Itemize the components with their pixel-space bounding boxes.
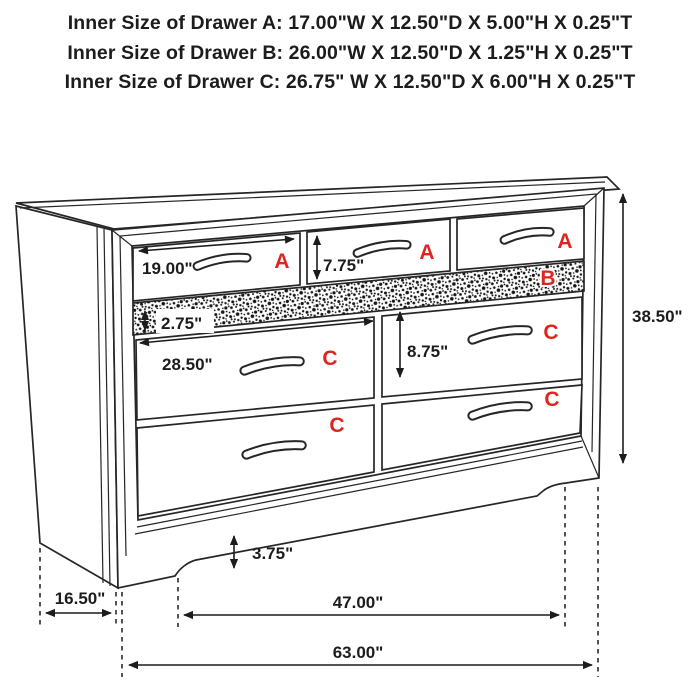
dimension-label-jewelry-tray-height: 2.75" [161, 314, 203, 333]
dimension-label-bottom-drawer-width: 28.50" [162, 355, 213, 374]
dimension-label-bottom-drawer-height: 8.75" [407, 342, 449, 361]
dimension-label-side-depth: 16.50" [54, 589, 106, 608]
drawer-label-c-lower-left: C [329, 414, 345, 437]
drawer-label-a3: A [557, 230, 573, 253]
drawer-label-c-upper-right: C [543, 321, 559, 344]
header-line-b: Inner Size of Drawer B: 26.00"W X 12.50"D X 1.25"H X 0.25"T [67, 42, 633, 64]
dimension-label-feet-inner-span: 47.00" [332, 593, 384, 612]
drawer-label-a1: A [274, 250, 290, 273]
drawer-label-a2: A [419, 241, 435, 264]
dimension-label-top-drawer-height: 7.75" [323, 256, 365, 275]
dimension-label-base-clearance: 3.75" [252, 544, 294, 563]
dimension-label-overall-height: 38.50" [632, 307, 683, 326]
header-text [65, 12, 636, 93]
dimension-label-top-left-drawer-width: 19.00" [142, 259, 193, 278]
drawer-label-b: B [540, 267, 556, 290]
drawer-label-c-lower-right: C [544, 388, 560, 411]
header-line-a: Inner Size of Drawer A: 17.00"W X 12.50"D X 5.00"H X 0.25"T [67, 12, 633, 34]
dimension-label-overall-width: 63.00" [332, 643, 384, 662]
header-line-c: Inner Size of Drawer C: 26.75" W X 12.50"D X 6.00"H X 0.25"T [64, 71, 636, 93]
drawer-label-c-upper-left: C [322, 347, 338, 370]
